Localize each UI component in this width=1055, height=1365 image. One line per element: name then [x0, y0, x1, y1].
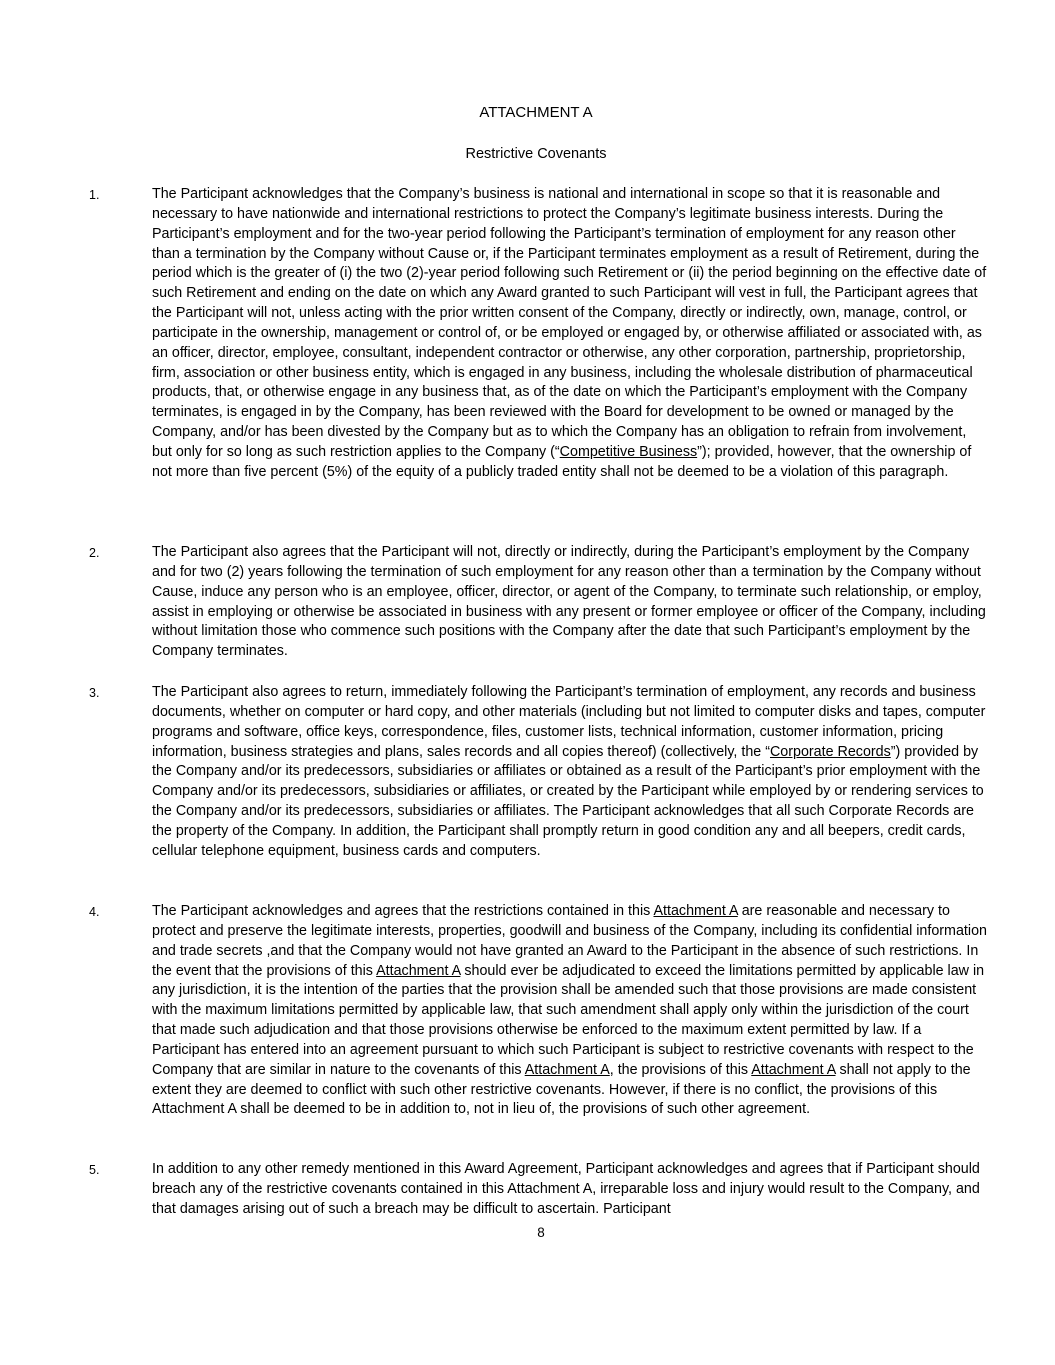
text-run: should ever be adjudicated to exceed the limitations permitted by applicable law in any jurisdiction, it is the intention of the parties that the provision shall be amended such that those provisions are made consistent with the maximum limitations permitted by applicable law, that such amendment shall apply only within the jurisdiction of the court that made such adjudication and that those provisions otherwise be enforced to the maximum extent permitted by law. If a Participant has entered into an agreement pursuant to which such Participant is subject to restrictive covenants with respect to the Company that are similar in nature to the covenants of this	[152, 962, 985, 1078]
document-title: ATTACHMENT A	[479, 104, 593, 121]
text-run: The Participant acknowledges and agrees that the restrictions contained in this	[152, 903, 654, 919]
text-run: are reasonable and necessary to protect and preserve the legitimate interests, properties, goodwill and business of the Company, including its confidential information and trade secrets ,and that the Company would not have granted an Award to the Participant in the absence of such restrictions. In the event that the provisions of this	[152, 903, 987, 979]
reference-attachment-a: Attachment A	[751, 1061, 836, 1078]
section-4	[0, 902, 1055, 1120]
section-number: 3.	[89, 686, 100, 700]
section-number: 4.	[89, 905, 100, 919]
section-text	[152, 902, 987, 1120]
defined-term-corporate-records: Corporate Records	[769, 743, 891, 760]
section-5	[0, 1160, 1055, 1220]
text-run: The Participant also agrees to return, immediately following the Participant’s termination of employment, any records and business documents, whether on computer or hard copy, and other materials (including but not limited to computer disks and tapes, computer programs and software, office keys, correspondence, files, customer lists, technical information, customer information, pricing information, business strategies and plans, sales records and all copies thereof) (collectively, the “	[152, 684, 986, 760]
section-number: 1.	[89, 188, 100, 202]
text-run: shall not apply to the extent they are deemed to conflict with such other restrictive covenants. However, if there is no conflict, the provisions of this Attachment A shall be deemed to be in addition to, not in lieu of, the provisions of such other agreement.	[152, 1061, 971, 1118]
section-text	[152, 1160, 987, 1220]
text-run: ”); provided, however, that the ownership of not more than five percent (5%) of the equity of a publicly traded entity shall not be deemed to be a violation of this paragraph.	[152, 443, 972, 480]
document-subtitle: Restrictive Covenants	[465, 146, 607, 162]
text-run: In addition to any other remedy mentioned in this Award Agreement, Participant acknowledges and agrees that if Participant should breach any of the restrictive covenants contained in this Attachment A, irreparable loss and injury would result to the Company, and that damages arising out of such a breach may be difficult to ascertain. Participant	[152, 1161, 980, 1217]
section-1	[0, 185, 1055, 483]
text-run: , the provisions of this	[609, 1061, 752, 1078]
reference-attachment-a: Attachment A	[376, 962, 461, 979]
defined-term-competitive-business: Competitive Business	[559, 443, 698, 460]
reference-attachment-a: Attachment A	[653, 903, 738, 919]
section-number: 5.	[89, 1163, 100, 1177]
page-number: 8	[537, 1225, 545, 1240]
text-run: The Participant acknowledges that the Company’s business is national and international in scope so that it is reasonable and necessary to have nationwide and international restrictions to protect the Company’s legitimate business interests. During the Participant’s employment and for the two-year period following the Participant’s termination of employment for any reason other than a termination by the Company without Cause or, if the Participant terminates employment as a result of Retirement, during the period which is the greater of (i) the two (2)-year period following such Retirement or (ii) the period beginning on the effective date of such Retirement and ending on the date on which any Award granted to such Participant will vest in full, the Participant agrees that the Participant will not, unless acting with the prior written consent of the Company, directly or indirectly, own, manage, control, or participate in the ownership, management or control of, or be employed or engaged by, or otherwise affiliated or associated with, as an officer, director, employee, consultant, independent contractor or otherwise, any other corporation, partnership, proprietorship, firm, association or other business entity, which is engaged in any business, including the wholesale distribution of pharmaceutical products, that, or otherwise engage in any business that, as of the date on which the Participant’s employment with the Company terminates, is engaged in by the Company, has been reviewed with the Board for development to be owned or managed by the Company, and/or has been divested by the Company but as to which the Company has an obligation to refrain from involvement, but only for so long as such restriction applies to the Company (“	[152, 186, 987, 460]
section-3	[0, 683, 1055, 862]
section-text	[152, 683, 987, 862]
text-run: ”) provided by the Company and/or its predecessors, subsidiaries or affiliates or obtained as a result of the Participant’s prior employment with the Company and/or its predecessors, subsidiaries or affiliates, or created by the Participant while employed by or rendering services to the Company and/or its predecessors, subsidiaries or affiliates. The Participant acknowledges that all such Corporate Records are the property of the Company. In addition, the Participant shall promptly return in good condition any and all beepers, credit cards, cellular telephone equipment, business cards and computers.	[152, 743, 984, 859]
section-text	[152, 185, 987, 483]
text-run: The Participant also agrees that the Participant will not, directly or indirectly, during the Participant’s employment by the Company and for two (2) years following the termination of such employment for any reason other than a termination by the Company without Cause, induce any person who is an employee, officer, director, or agent of the Company, to terminate such relationship, or employ, assist in employing or otherwise be associated in business with any present or former employee or officer of the Company, including without limitation those who commence such positions with the Company after the date that such Participant’s employment by the Company terminates.	[152, 544, 986, 660]
section-text	[152, 543, 987, 662]
section-number: 2.	[89, 546, 100, 560]
section-2	[0, 543, 1055, 662]
reference-attachment-a: Attachment A	[524, 1061, 610, 1078]
